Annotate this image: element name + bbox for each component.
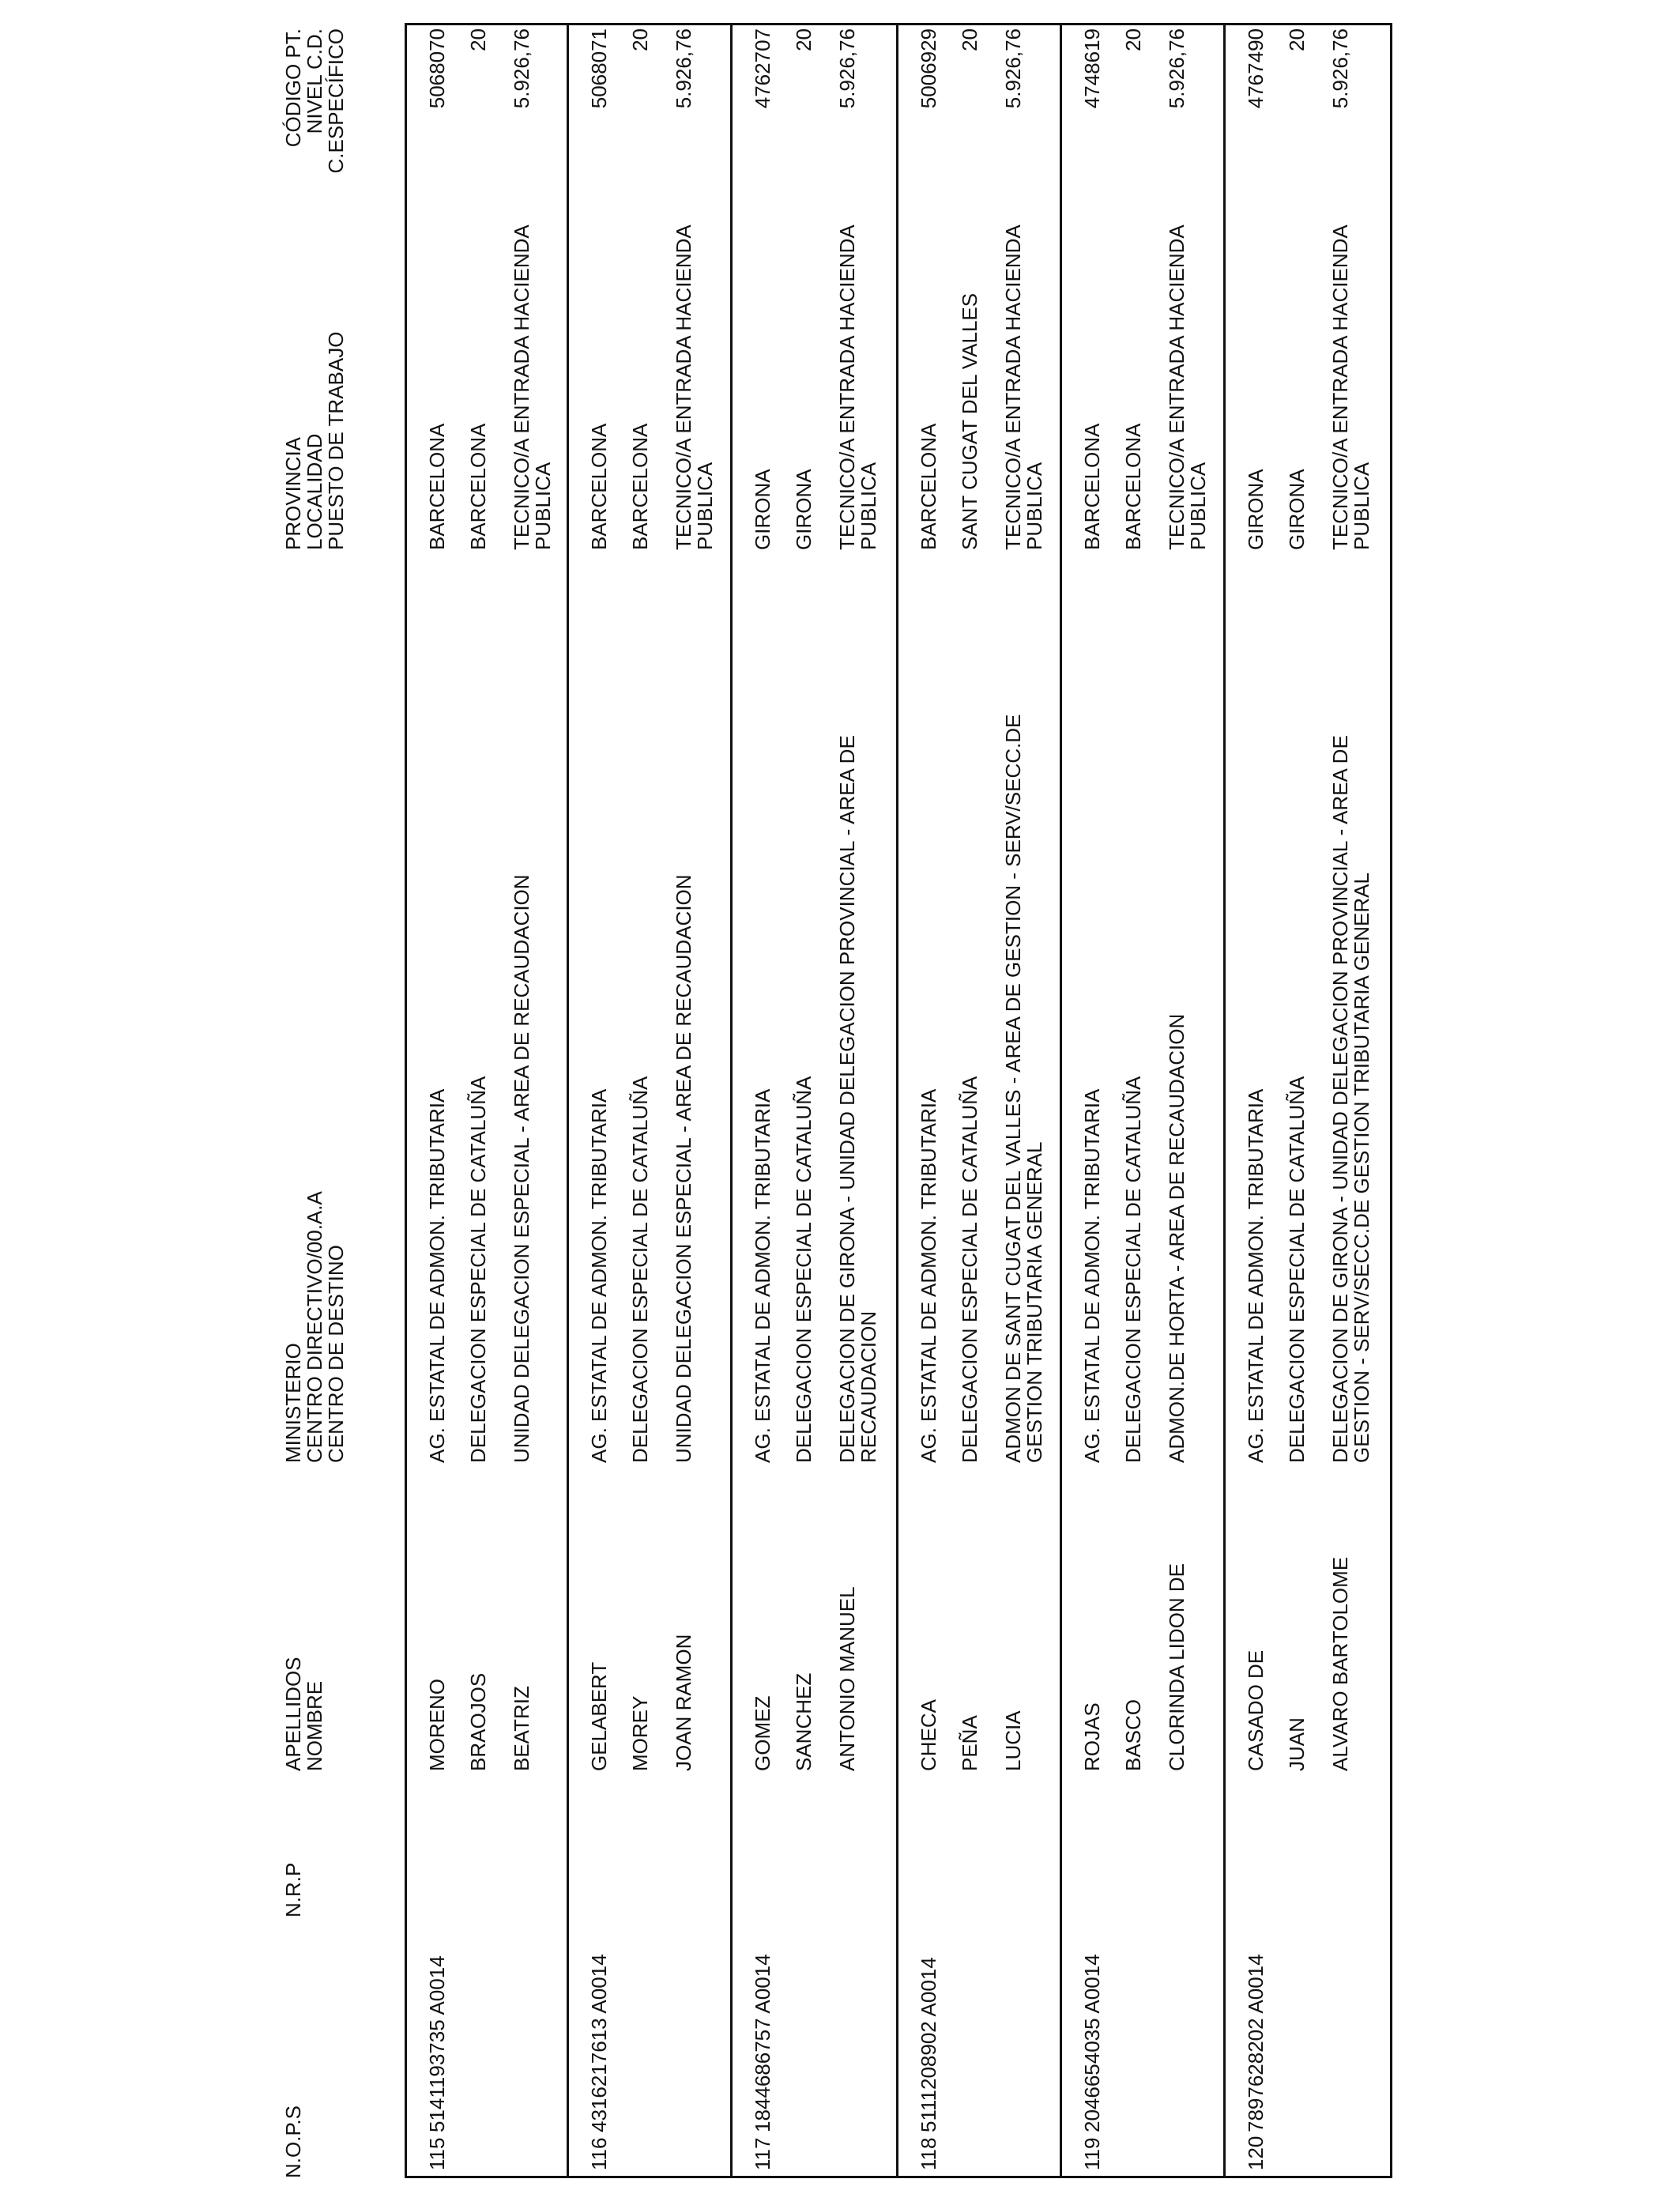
row-nombre: JOAN RAMON <box>672 1634 695 1771</box>
row-centro-directivo: DELEGACION ESPECIAL DE CATALUÑA <box>792 1076 816 1463</box>
row-apellido-2: SANCHEZ <box>792 1672 816 1771</box>
row-number: 117 <box>751 2137 774 2170</box>
header-codigo: CÓDIGO PT. NIVEL C.D. C.ESPECÍFICO <box>281 28 348 174</box>
row-codigo-pt: 4748619 <box>1080 28 1104 109</box>
row-centro-destino: UNIDAD DELEGACION ESPECIAL - AREA DE RECAUDACION <box>672 874 695 1463</box>
row-c-especifico: 5.926,76 <box>1165 28 1188 109</box>
row-provincia: BARCELONA <box>1080 423 1104 550</box>
row-centro-directivo: DELEGACION ESPECIAL DE CATALUÑA <box>628 1076 652 1463</box>
row-separator <box>1060 23 1062 2178</box>
row-number: 115 <box>425 2137 449 2170</box>
row-apellido-2: BASCO <box>1121 1698 1145 1771</box>
row-codigo-pt: 5006929 <box>917 28 940 109</box>
row-separator <box>567 23 569 2178</box>
row-nombre: BEATRIZ <box>510 1686 533 1771</box>
row-centro-destino: DELEGACION DE GIRONA - UNIDAD DELEGACION PROVINCIAL - AREA DE GESTION - SERV/SECC.DE GESTION TRIBUTARIA GENERAL <box>1328 735 1373 1463</box>
row-localidad: BARCELONA <box>628 423 652 550</box>
header-ministerio: MINISTERIO CENTRO DIRECTIVO/00.A.A CENTRO DE DESTINO <box>281 1191 348 1463</box>
row-codigo-pt: 5068071 <box>587 28 611 109</box>
row-nivel-cd: 20 <box>1285 28 1309 51</box>
row-puesto-trabajo: TECNICO/A ENTRADA HACIENDA PUBLICA <box>1001 224 1046 550</box>
row-codigo-pt: 5068070 <box>425 28 449 109</box>
row-centro-destino: ADMON DE SANT CUGAT DEL VALLES - AREA DE GESTION - SERV/SECC.DE GESTION TRIBUTARIA GENERAL <box>1001 714 1046 1463</box>
row-puesto-trabajo: TECNICO/A ENTRADA HACIENDA PUBLICA <box>510 224 555 550</box>
row-ministerio: AG. ESTATAL DE ADMON. TRIBUTARIA <box>751 1088 774 1463</box>
row-nombre: LUCIA <box>1001 1710 1025 1771</box>
row-centro-destino: ADMON.DE HORTA - AREA DE RECAUDACION <box>1165 1013 1188 1463</box>
row-puesto-trabajo: TECNICO/A ENTRADA HACIENDA PUBLICA <box>835 224 880 550</box>
row-nivel-cd: 20 <box>1121 28 1145 51</box>
row-centro-destino: UNIDAD DELEGACION ESPECIAL - AREA DE RECAUDACION <box>510 874 533 1463</box>
row-apellido-1: GOMEZ <box>751 1695 774 1771</box>
row-provincia: BARCELONA <box>425 423 449 550</box>
row-nrp: 5111208902 A0014 <box>917 1957 940 2132</box>
row-ministerio: AG. ESTATAL DE ADMON. TRIBUTARIA <box>587 1088 611 1463</box>
row-separator <box>1223 23 1226 2178</box>
row-number: 116 <box>587 2137 611 2170</box>
row-ministerio: AG. ESTATAL DE ADMON. TRIBUTARIA <box>425 1088 449 1463</box>
row-centro-destino: DELEGACION DE GIRONA - UNIDAD DELEGACION PROVINCIAL - AREA DE RECAUDACION <box>835 735 880 1463</box>
row-ministerio: AG. ESTATAL DE ADMON. TRIBUTARIA <box>1080 1088 1104 1463</box>
row-centro-directivo: DELEGACION ESPECIAL DE CATALUÑA <box>958 1076 981 1463</box>
row-nrp: 7897628202 A0014 <box>1244 1954 1268 2132</box>
header-nops: N.O.P.S <box>281 2105 305 2178</box>
row-codigo-pt: 4767490 <box>1244 28 1268 109</box>
row-apellido-1: ROJAS <box>1080 1702 1104 1771</box>
header-apellidos-nombre: APELLIDOS NOMBRE <box>281 1657 326 1771</box>
row-ministerio: AG. ESTATAL DE ADMON. TRIBUTARIA <box>917 1088 940 1463</box>
row-separator <box>730 23 733 2178</box>
row-separator <box>896 23 898 2178</box>
row-nombre: ANTONIO MANUEL <box>835 1586 859 1771</box>
row-provincia: BARCELONA <box>587 423 611 550</box>
header-nrp: N.R.P <box>281 1862 305 1917</box>
row-localidad: GIRONA <box>1285 469 1309 550</box>
row-nivel-cd: 20 <box>466 28 490 51</box>
row-puesto-trabajo: TECNICO/A ENTRADA HACIENDA PUBLICA <box>1328 224 1373 550</box>
row-c-especifico: 5.926,76 <box>510 28 533 109</box>
row-apellido-1: GELABERT <box>587 1661 611 1771</box>
row-nombre: ALVARO BARTOLOME <box>1328 1556 1352 1771</box>
row-apellido-2: MOREY <box>628 1695 652 1771</box>
row-centro-directivo: DELEGACION ESPECIAL DE CATALUÑA <box>466 1076 490 1463</box>
row-c-especifico: 5.926,76 <box>672 28 695 109</box>
row-localidad: SANT CUGAT DEL VALLES <box>958 292 981 550</box>
row-centro-directivo: DELEGACION ESPECIAL DE CATALUÑA <box>1121 1076 1145 1463</box>
row-provincia: BARCELONA <box>917 423 940 550</box>
row-apellido-1: CHECA <box>917 1698 940 1771</box>
row-nivel-cd: 20 <box>958 28 981 51</box>
row-apellido-2: PEÑA <box>958 1715 981 1771</box>
row-centro-directivo: DELEGACION ESPECIAL DE CATALUÑA <box>1285 1076 1309 1463</box>
row-c-especifico: 5.926,76 <box>835 28 859 109</box>
row-ministerio: AG. ESTATAL DE ADMON. TRIBUTARIA <box>1244 1088 1268 1463</box>
row-apellido-2: BRAOJOS <box>466 1672 490 1771</box>
row-nombre: CLORINDA LIDON DE <box>1165 1563 1188 1771</box>
row-localidad: GIRONA <box>792 469 816 550</box>
row-c-especifico: 5.926,76 <box>1001 28 1025 109</box>
row-nrp: 2046654035 A0014 <box>1080 1954 1104 2132</box>
row-provincia: GIRONA <box>751 469 774 550</box>
row-number: 119 <box>1080 2137 1104 2170</box>
row-nrp: 1844686757 A0014 <box>751 1954 774 2132</box>
row-puesto-trabajo: TECNICO/A ENTRADA HACIENDA PUBLICA <box>672 224 717 550</box>
row-apellido-1: CASADO DE <box>1244 1649 1268 1771</box>
row-localidad: BARCELONA <box>466 423 490 550</box>
row-apellido-2: JUAN <box>1285 1717 1309 1771</box>
row-apellido-1: MORENO <box>425 1679 449 1771</box>
row-puesto-trabajo: TECNICO/A ENTRADA HACIENDA PUBLICA <box>1165 224 1210 550</box>
row-nrp: 4316217613 A0014 <box>587 1954 611 2132</box>
row-codigo-pt: 4762707 <box>751 28 774 109</box>
row-number: 120 <box>1244 2136 1268 2170</box>
row-localidad: BARCELONA <box>1121 423 1145 550</box>
header-provincia: PROVINCIA LOCALIDAD PUESTO DE TRABAJO <box>281 331 348 550</box>
row-nivel-cd: 20 <box>628 28 652 51</box>
row-nrp: 5141193735 A0014 <box>425 1955 449 2132</box>
row-number: 118 <box>917 2137 940 2170</box>
row-c-especifico: 5.926,76 <box>1328 28 1352 109</box>
row-provincia: GIRONA <box>1244 469 1268 550</box>
row-nivel-cd: 20 <box>792 28 816 51</box>
